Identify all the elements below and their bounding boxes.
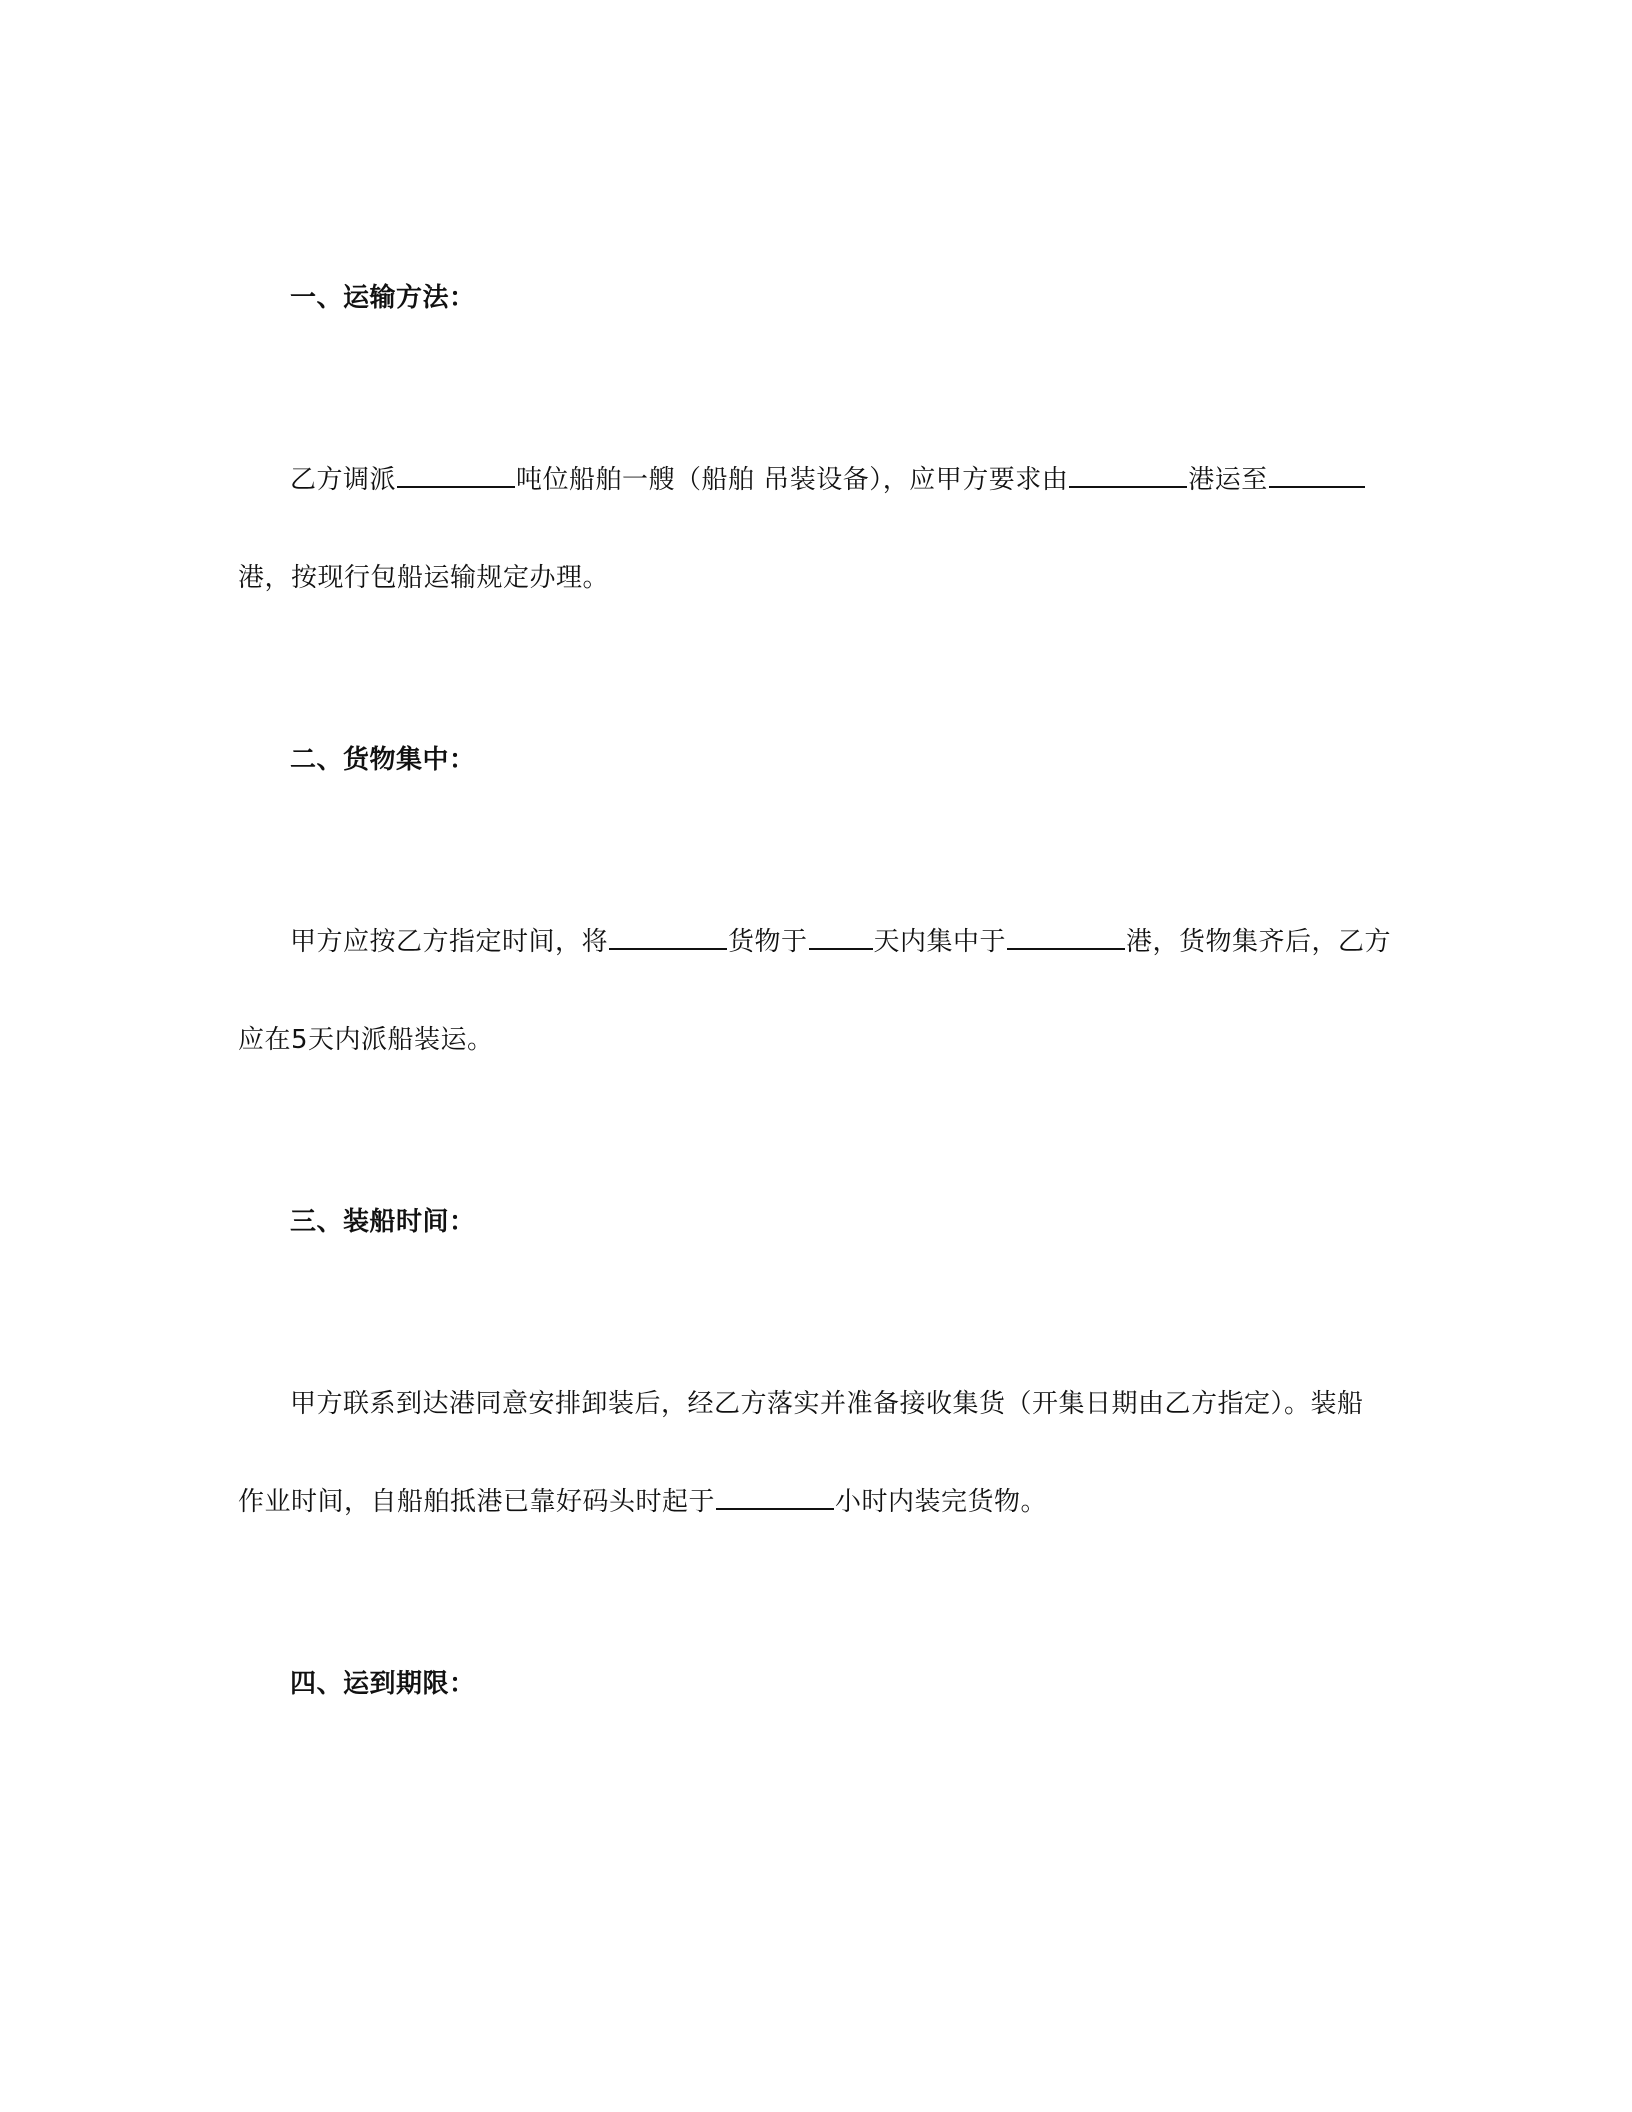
text-segment: 作业时间，自船舶抵港已靠好码头时起于 — [238, 1487, 716, 1517]
paragraph-transport-line1 — [290, 462, 1366, 498]
paragraph-transport-line2 — [238, 560, 609, 596]
text-segment: 天内集中于 — [873, 927, 1007, 957]
blank-cargo-name — [609, 924, 727, 950]
blank-days — [809, 924, 873, 950]
heading-text: 二、货物集中： — [290, 745, 476, 775]
blank-tonnage — [397, 462, 515, 488]
blank-hours — [716, 1484, 834, 1510]
paragraph-cargo-line1 — [290, 924, 1391, 960]
blank-origin-port — [1069, 462, 1187, 488]
section-heading-loading-time — [290, 1204, 476, 1240]
section-heading-delivery-deadline — [290, 1666, 476, 1702]
text-segment: 港运至 — [1188, 465, 1268, 495]
paragraph-loading-line2 — [238, 1484, 1047, 1520]
heading-text: 三、装船时间： — [290, 1207, 476, 1237]
text-segment: 甲方应按乙方指定时间，将 — [290, 927, 609, 957]
text-segment: 货物于 — [728, 927, 808, 957]
text-segment: 应在5天内派船装运。 — [238, 1025, 494, 1055]
text-segment: 吨位船舶一艘（船舶 吊装设备），应甲方要求由 — [516, 465, 1069, 495]
heading-text: 一、运输方法： — [290, 283, 476, 313]
blank-collection-port — [1007, 924, 1125, 950]
text-segment: 港，按现行包船运输规定办理。 — [238, 563, 610, 593]
section-heading-transport-method — [290, 280, 476, 316]
paragraph-loading-line1 — [290, 1386, 1364, 1422]
heading-text: 四、运到期限： — [290, 1669, 476, 1699]
text-segment: 甲方联系到达港同意安排卸装后，经乙方落实并准备接收集货（开集日期由乙方指定）。装船 — [290, 1389, 1364, 1419]
blank-destination-port — [1269, 462, 1365, 488]
paragraph-cargo-line2 — [238, 1022, 494, 1058]
text-segment: 乙方调派 — [290, 465, 397, 495]
text-segment: 小时内装完货物。 — [835, 1487, 1048, 1517]
section-heading-cargo-collection — [290, 742, 476, 778]
text-segment: 港，货物集齐后，乙方 — [1126, 927, 1392, 957]
